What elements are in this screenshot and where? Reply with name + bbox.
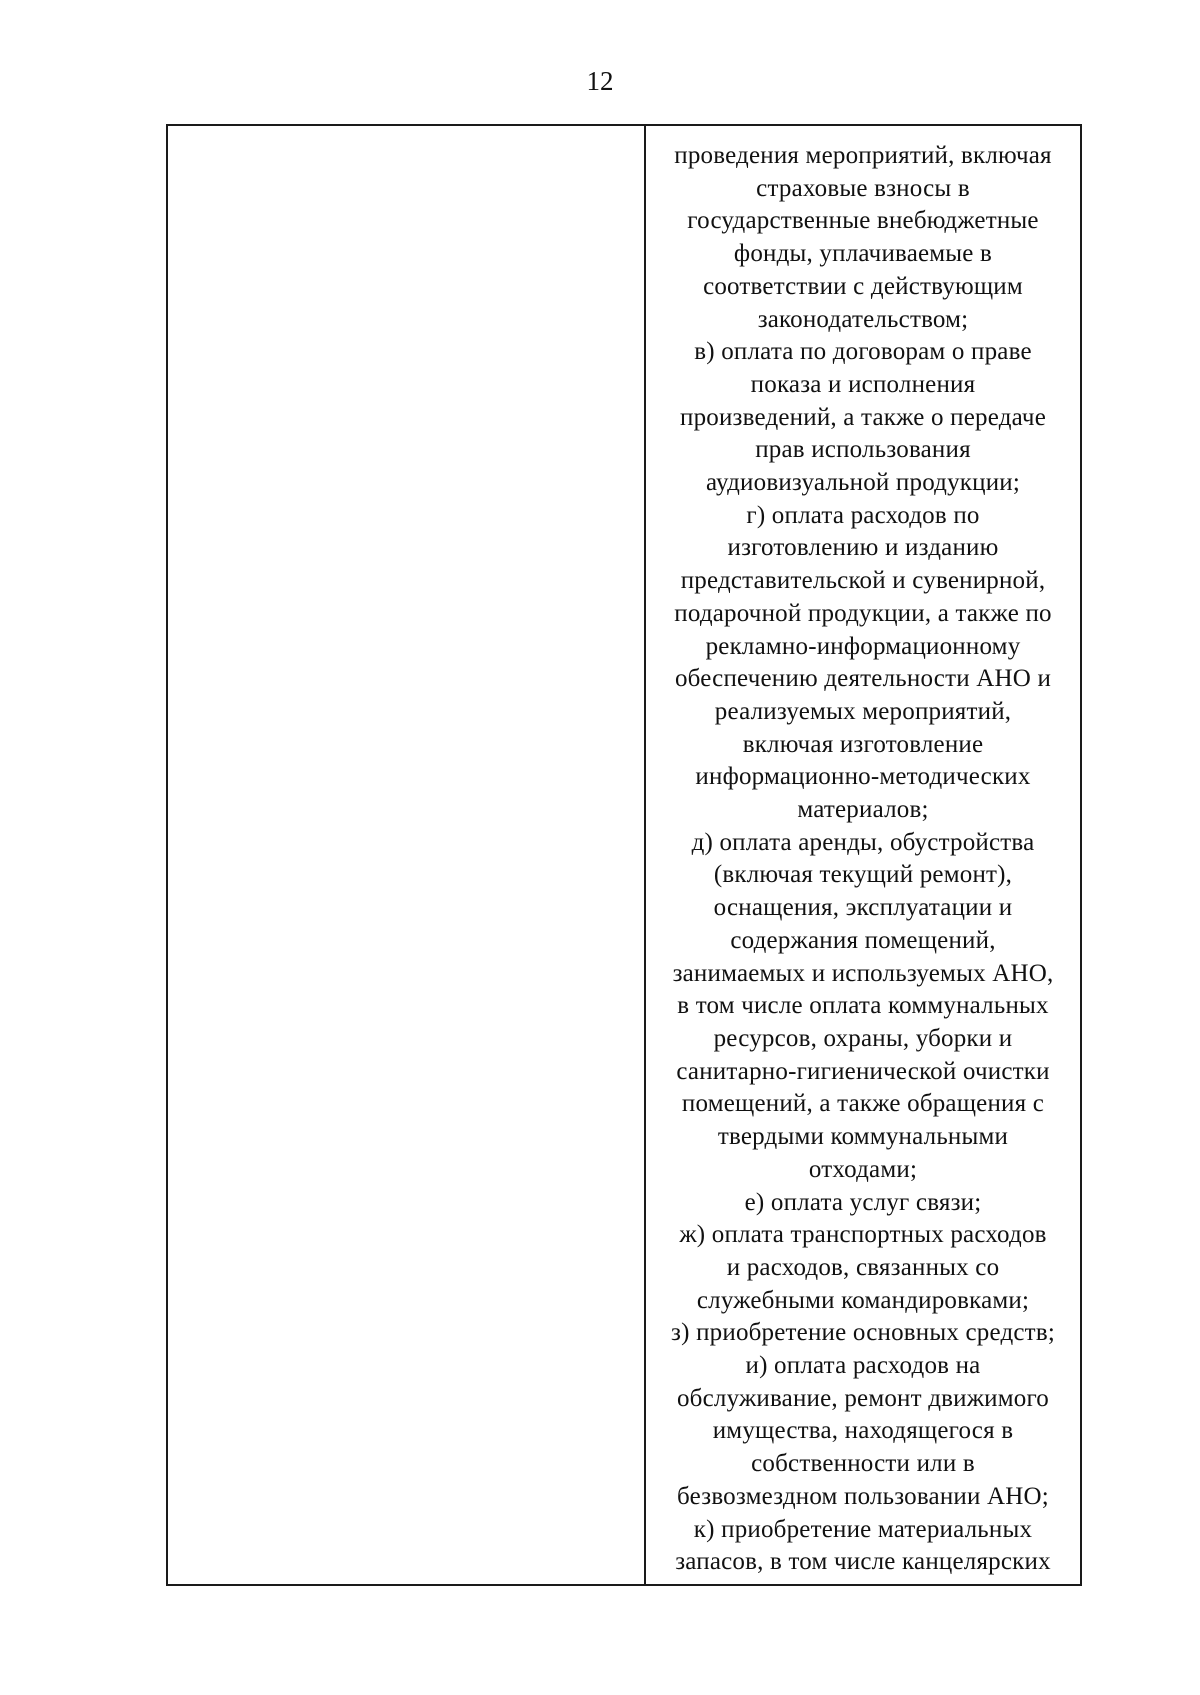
text-line: и расходов, связанных со xyxy=(726,1253,1000,1281)
text-line: г) оплата расходов по xyxy=(746,501,980,529)
text-line: к) приобретение материальных xyxy=(693,1515,1033,1543)
text-line: содержания помещений, xyxy=(730,926,996,954)
text-line: реализуемых мероприятий, xyxy=(714,697,1012,725)
text-line: страховые взносы в xyxy=(756,174,970,202)
text-line: подарочной продукции, а также по xyxy=(674,599,1052,627)
text-line: помещений, а также обращения с xyxy=(681,1090,1045,1118)
text-line: отходами; xyxy=(808,1155,918,1183)
text-line: произведений, а также о передаче xyxy=(680,403,1046,431)
text-line: государственные внебюджетные xyxy=(687,207,1039,235)
text-line: информационно-методических xyxy=(695,763,1031,791)
text-line: изготовлению и изданию xyxy=(727,534,999,562)
text-line: собственности или в xyxy=(751,1450,975,1478)
text-line: законодательством; xyxy=(757,305,969,333)
page-number: 12 xyxy=(586,66,614,96)
document-table xyxy=(166,124,1082,1586)
text-line: в том числе оплата коммунальных xyxy=(677,992,1049,1020)
text-line: рекламно-информационному xyxy=(705,632,1021,660)
text-line: е) оплата услуг связи; xyxy=(744,1188,982,1216)
text-line: аудиовизуальной продукции; xyxy=(705,469,1021,497)
text-line: безвозмездном пользовании АНО; xyxy=(677,1482,1049,1510)
text-line: твердыми коммунальными xyxy=(717,1123,1009,1151)
text-line: и) оплата расходов на xyxy=(745,1352,981,1380)
text-line: прав использования xyxy=(755,436,971,464)
text-line: служебными командировками; xyxy=(696,1286,1030,1314)
text-line: обеспечению деятельности АНО и xyxy=(674,665,1052,693)
text-line: ж) оплата транспортных расходов xyxy=(679,1221,1047,1249)
text-line: материалов; xyxy=(797,796,929,824)
text-line: представительской и сувенирной, xyxy=(680,567,1046,595)
text-line: запасов, в том числе канцелярских xyxy=(675,1548,1051,1576)
text-line: в) оплата по договорам о праве xyxy=(694,338,1032,366)
text-line: фонды, уплачиваемые в xyxy=(733,240,993,268)
text-line: проведения мероприятий, включая xyxy=(674,142,1052,169)
text-line: занимаемых и используемых АНО, xyxy=(672,959,1054,987)
text-line: оснащения, эксплуатации и xyxy=(713,894,1013,922)
text-line: ресурсов, охраны, уборки и xyxy=(713,1024,1013,1052)
text-line: д) оплата аренды, обустройства xyxy=(691,828,1035,856)
text-line: включая изготовление xyxy=(742,730,984,758)
text-line: соответствии с действующим xyxy=(703,272,1023,300)
table-cell-right xyxy=(646,126,1080,1584)
text-line: санитарно-гигиенической очистки xyxy=(676,1057,1050,1085)
text-line: показа и исполнения xyxy=(750,370,976,398)
table-cell-left xyxy=(168,126,646,1584)
text-line: (включая текущий ремонт), xyxy=(713,861,1013,889)
text-line: обслуживание, ремонт движимого xyxy=(676,1384,1049,1412)
text-line: з) приобретение основных средств; xyxy=(671,1319,1055,1347)
text-line: имущества, находящегося в xyxy=(712,1417,1014,1445)
